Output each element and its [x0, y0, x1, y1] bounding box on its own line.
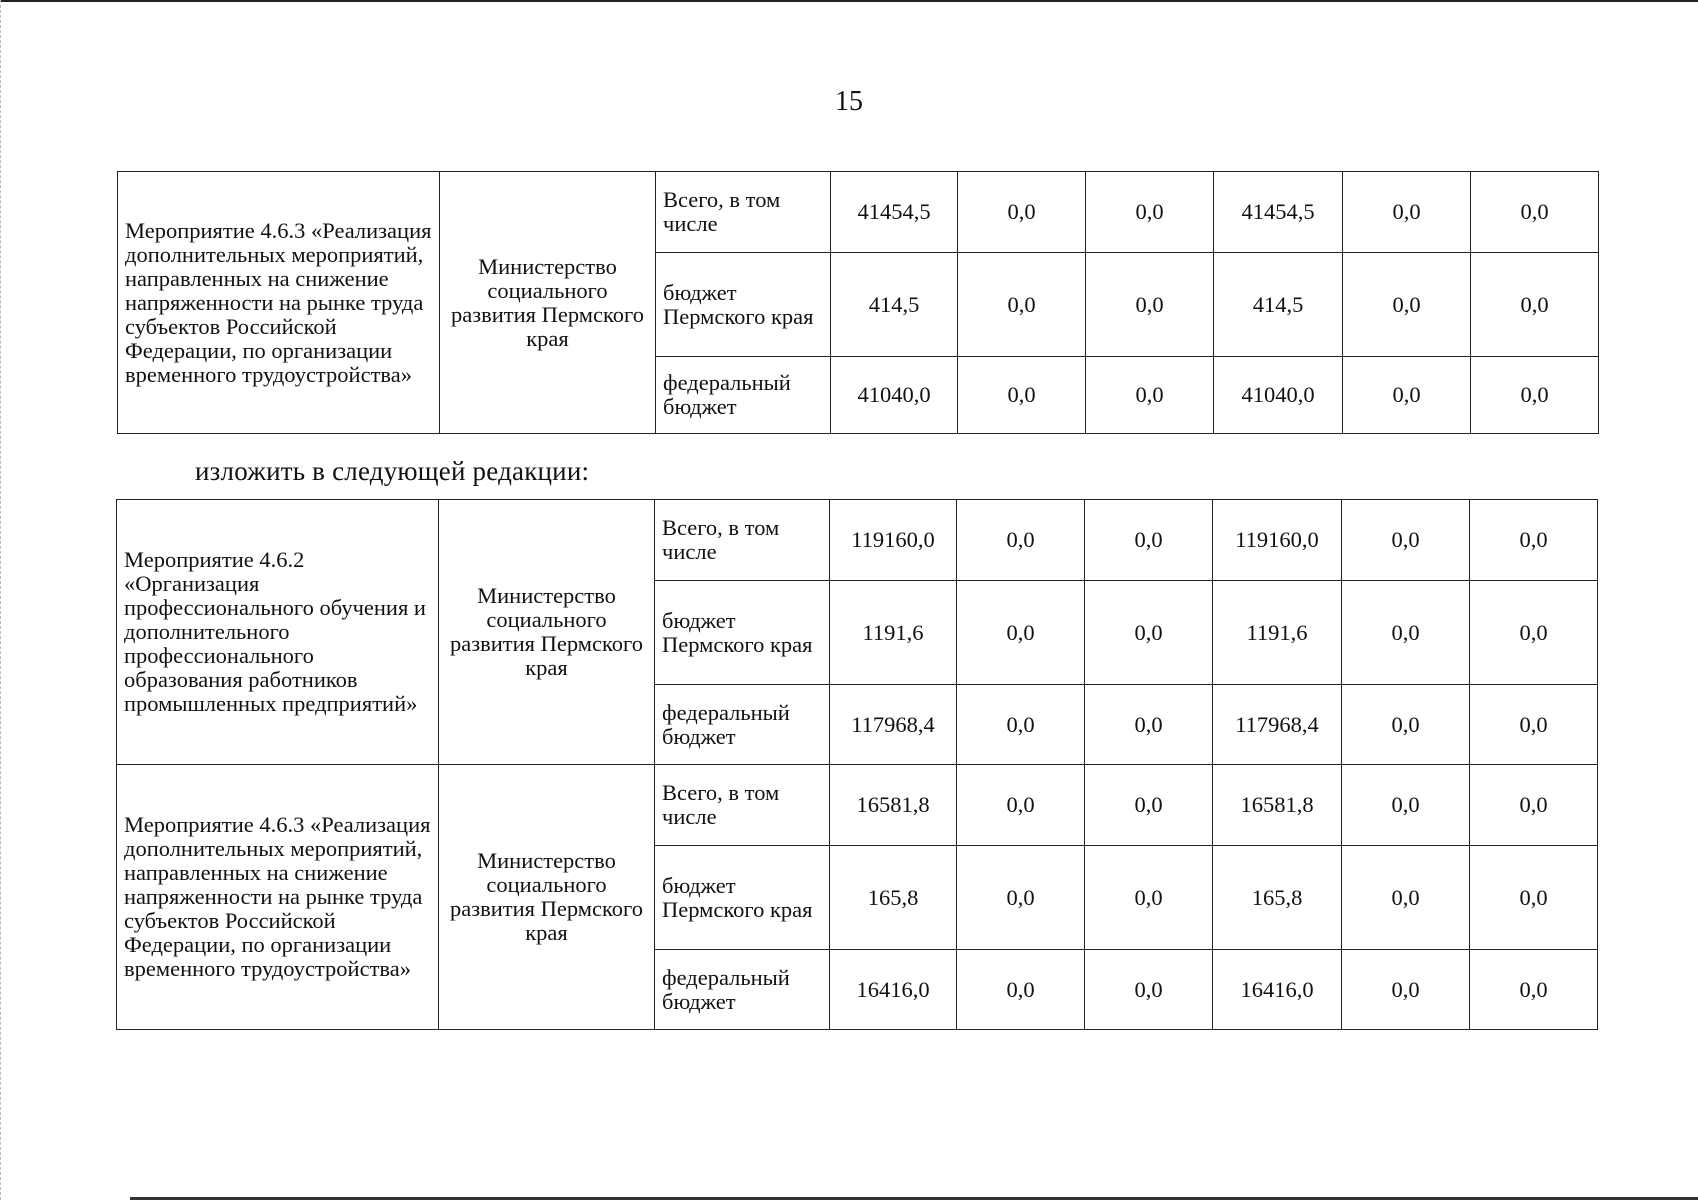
amount-cell: 0,0 [1086, 253, 1214, 357]
amount-cell: 0,0 [1342, 950, 1470, 1030]
amount-cell: 0,0 [957, 500, 1085, 581]
amount-cell: 1191,6 [830, 581, 957, 685]
amount-cell: 0,0 [957, 846, 1085, 950]
funding-source-cell: бюджет Пермского края [656, 253, 831, 357]
amount-cell: 0,0 [1470, 685, 1598, 765]
amount-cell: 41040,0 [831, 357, 958, 434]
amount-cell: 0,0 [1471, 253, 1599, 357]
amount-cell: 0,0 [1470, 581, 1598, 685]
amount-cell: 119160,0 [830, 500, 957, 581]
amount-cell: 16581,8 [1213, 765, 1342, 846]
amount-cell: 0,0 [1470, 765, 1598, 846]
page-number: 15 [835, 86, 863, 117]
amount-cell: 165,8 [830, 846, 957, 950]
amount-cell: 16416,0 [830, 950, 957, 1030]
amount-cell: 0,0 [1342, 581, 1470, 685]
amount-cell: 165,8 [1213, 846, 1342, 950]
amount-cell: 0,0 [1471, 172, 1599, 253]
table-row [118, 172, 1599, 253]
amount-cell: 0,0 [1343, 253, 1471, 357]
executor-cell: Министерство социального развития Пермского края [439, 500, 655, 765]
table-row [117, 765, 1598, 846]
amount-cell: 0,0 [1470, 846, 1598, 950]
amount-cell: 41040,0 [1214, 357, 1343, 434]
amount-cell: 0,0 [957, 950, 1085, 1030]
amount-cell: 0,0 [1085, 685, 1213, 765]
amount-cell: 0,0 [958, 357, 1086, 434]
measure-name-cell: Мероприятие 4.6.2 «Организация профессионального обучения и дополнительного профессионального образования работников промышленных предприятий» [117, 500, 439, 765]
scan-border-left [0, 0, 2, 1200]
funding-source-cell: бюджет Пермского края [655, 581, 830, 685]
amount-cell: 0,0 [1086, 172, 1214, 253]
amount-cell: 0,0 [1342, 765, 1470, 846]
scan-border-top [0, 0, 1698, 2]
instruction-text: изложить в следующей редакции: [195, 456, 590, 486]
measures-table-old [117, 171, 1599, 434]
amount-cell: 0,0 [1085, 846, 1213, 950]
amount-cell: 0,0 [1342, 846, 1470, 950]
amount-cell: 0,0 [1342, 685, 1470, 765]
amount-cell: 0,0 [958, 253, 1086, 357]
amount-cell: 41454,5 [831, 172, 958, 253]
amount-cell: 414,5 [1214, 253, 1343, 357]
amount-cell: 0,0 [958, 172, 1086, 253]
amount-cell: 0,0 [1470, 950, 1598, 1030]
funding-source-cell: федеральный бюджет [655, 950, 830, 1030]
funding-source-cell: бюджет Пермского края [655, 846, 830, 950]
executor-cell: Министерство социального развития Пермского края [440, 172, 656, 434]
amount-cell: 0,0 [1470, 500, 1598, 581]
amount-cell: 0,0 [1342, 500, 1470, 581]
executor-cell: Министерство социального развития Пермского края [439, 765, 655, 1030]
amount-cell: 41454,5 [1214, 172, 1343, 253]
funding-source-cell: Всего, в том числе [655, 500, 830, 581]
amount-cell: 117968,4 [1213, 685, 1342, 765]
amount-cell: 0,0 [1086, 357, 1214, 434]
amount-cell: 0,0 [1343, 357, 1471, 434]
amount-cell: 0,0 [1085, 500, 1213, 581]
amount-cell: 16581,8 [830, 765, 957, 846]
amount-cell: 0,0 [957, 765, 1085, 846]
funding-source-cell: Всего, в том числе [655, 765, 830, 846]
amount-cell: 0,0 [1343, 172, 1471, 253]
amount-cell: 117968,4 [830, 685, 957, 765]
measures-table-new [116, 499, 1598, 1030]
amount-cell: 0,0 [1085, 765, 1213, 846]
amount-cell: 0,0 [957, 581, 1085, 685]
amount-cell: 16416,0 [1213, 950, 1342, 1030]
amount-cell: 414,5 [831, 253, 958, 357]
amount-cell: 119160,0 [1213, 500, 1342, 581]
amount-cell: 0,0 [957, 685, 1085, 765]
funding-source-cell: федеральный бюджет [655, 685, 830, 765]
amount-cell: 0,0 [1471, 357, 1599, 434]
amount-cell: 1191,6 [1213, 581, 1342, 685]
amount-cell: 0,0 [1085, 950, 1213, 1030]
table-row [117, 500, 1598, 581]
funding-source-cell: федеральный бюджет [656, 357, 831, 434]
funding-source-cell: Всего, в том числе [656, 172, 831, 253]
measure-name-cell: Мероприятие 4.6.3 «Реализация дополнительных мероприятий, направленных на снижение напряженности на рынке труда субъектов Российской Федерации, по организации временного трудоустройства» [117, 765, 439, 1030]
amount-cell: 0,0 [1085, 581, 1213, 685]
measure-name-cell: Мероприятие 4.6.3 «Реализация дополнительных мероприятий, направленных на снижение напряженности на рынке труда субъектов Российской Федерации, по организации временного трудоустройства» [118, 172, 440, 434]
